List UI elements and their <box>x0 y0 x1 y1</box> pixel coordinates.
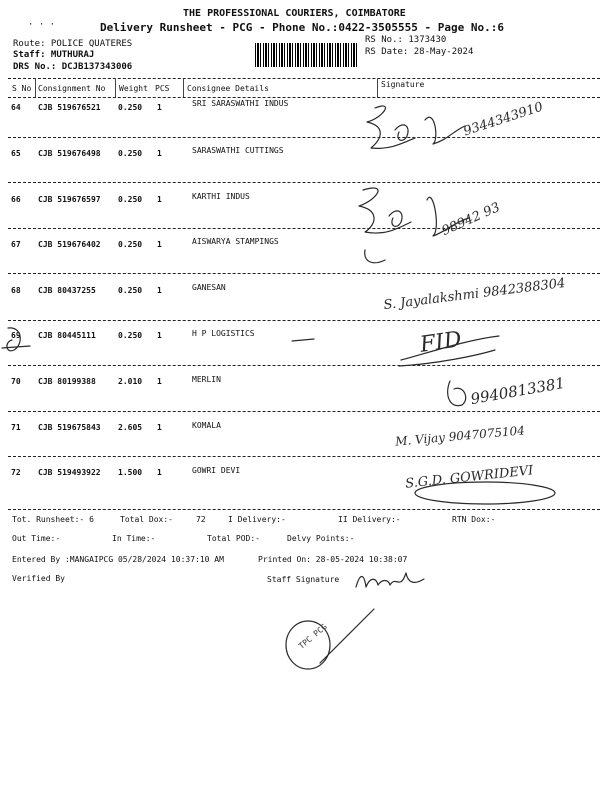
row-pcs: 1 <box>157 286 162 295</box>
printed-on: Printed On: 28-05-2024 10:38:07 <box>258 555 408 564</box>
ii-delivery: II Delivery:- <box>338 515 401 524</box>
row-consignee: GOWRI DEVI <box>192 466 241 475</box>
i-delivery: I Delivery:- <box>228 515 286 524</box>
row-consignee: KOMALA <box>192 421 221 430</box>
staff-label: Staff: MUTHURAJ <box>13 50 95 60</box>
row-sno: 69 <box>11 331 21 340</box>
handwritten-phone: 9940813381 <box>469 373 567 409</box>
row-consignee: SRI SARASWATHI INDUS <box>192 99 289 108</box>
rtn-dox: RTN Dox:- <box>452 515 496 524</box>
rs-number <box>365 35 446 45</box>
handwritten-name: S.G.D. GOWRIDEVI <box>404 463 535 492</box>
row-consignee: KARTHI INDUS <box>192 192 250 201</box>
col-header-weight: Weight <box>119 84 148 93</box>
row-pcs: 1 <box>157 468 162 477</box>
row-sno: 65 <box>11 149 21 158</box>
header-dots: · · · <box>28 20 56 30</box>
divider <box>8 509 600 510</box>
row-consignment: CJB 519493922 <box>38 468 101 477</box>
staff-signature <box>350 565 430 595</box>
col-header-sno: S No <box>12 84 32 93</box>
row-pcs: 1 <box>157 331 162 340</box>
margin-mark <box>0 320 40 370</box>
row-weight: 0.250 <box>118 103 143 112</box>
col-header-pcs: PCS <box>155 84 170 93</box>
row-weight: 2.605 <box>118 423 143 432</box>
route-label: Route: POLICE QUATERES <box>13 39 133 49</box>
barcode <box>255 43 359 67</box>
row-weight: 0.250 <box>118 286 143 295</box>
total-pod: Total POD:- <box>207 534 260 543</box>
in-time: In Time:- <box>112 534 156 543</box>
handwritten-phone: 98942 93 <box>439 200 503 239</box>
row-consignee: MERLIN <box>192 375 221 384</box>
row-sno: 71 <box>11 423 21 432</box>
row-pcs: 1 <box>157 240 162 249</box>
row-consignment: CJB 519676498 <box>38 149 101 158</box>
divider <box>8 228 600 229</box>
row-pcs: 1 <box>157 103 162 112</box>
divider <box>8 97 600 98</box>
row-weight: 0.250 <box>118 195 143 204</box>
stamp-text: TPC PCG <box>297 622 329 651</box>
margin-mark <box>290 335 320 345</box>
row-weight: 0.250 <box>118 240 143 249</box>
row-sno: 64 <box>11 103 21 112</box>
divider <box>8 456 600 457</box>
row-pcs: 1 <box>157 377 162 386</box>
handwritten-name-phone: S. Jayalakshmi 9842388304 <box>382 275 567 314</box>
fid-scribble <box>395 330 505 370</box>
row-pcs: 1 <box>157 423 162 432</box>
row-consignee: AISWARYA STAMPINGS <box>192 237 279 246</box>
rs-number-value: 1373430 <box>408 35 447 45</box>
divider <box>8 365 600 366</box>
divider <box>8 182 600 183</box>
row-weight: 0.250 <box>118 149 143 158</box>
company-name: THE PROFESSIONAL COURIERS, COIMBATORE <box>183 8 406 19</box>
rs-date: RS Date: 28-May-2024 <box>365 47 474 57</box>
entered-by: Entered By :MANGAIPCG 05/28/2024 10:37:10 AM <box>12 555 224 564</box>
divider <box>8 137 600 138</box>
row-sno: 67 <box>11 240 21 249</box>
handwritten-name-phone: M. Vijay 9047075104 <box>394 423 526 449</box>
name-scribble <box>410 478 560 508</box>
row-consignment: CJB 80437255 <box>38 286 96 295</box>
total-dox-label: Total Dox:- <box>120 515 173 524</box>
row-consignment: CJB 80445111 <box>38 331 96 340</box>
handwritten-fid: FID <box>418 327 464 358</box>
divider <box>35 78 36 98</box>
row-consignment: CJB 519676402 <box>38 240 101 249</box>
row-pcs: 1 <box>157 195 162 204</box>
page-title: Delivery Runsheet - PCG - Phone No.:0422-3505555 - Page No.:6 <box>100 21 504 34</box>
staff-signature-label: Staff Signature <box>267 575 340 584</box>
col-header-consignment: Consignment No <box>38 84 106 93</box>
row-weight: 1.500 <box>118 468 143 477</box>
handwritten-phone: 9344343910 <box>461 99 546 140</box>
row-consignment: CJB 80199388 <box>38 377 96 386</box>
row-consignment: CJB 519675843 <box>38 423 101 432</box>
row-sno: 68 <box>11 286 21 295</box>
col-header-consignee: Consignee Details <box>187 84 269 93</box>
row-consignee: GANESAN <box>192 283 226 292</box>
row-consignment: CJB 519676521 <box>38 103 101 112</box>
row-sno: 66 <box>11 195 21 204</box>
row-weight: 0.250 <box>118 331 143 340</box>
delvy-points: Delvy Points:- <box>287 534 355 543</box>
total-dox-value: 72 <box>196 515 206 524</box>
drs-number: DRS No.: DCJB137343006 <box>13 62 133 72</box>
row-consignment: CJB 519676597 <box>38 195 101 204</box>
row-sno: 72 <box>11 468 21 477</box>
divider <box>183 78 184 98</box>
divider <box>8 320 600 321</box>
row-consignee: H P LOGISTICS <box>192 329 255 338</box>
divider <box>8 411 600 412</box>
company-stamp <box>270 605 390 675</box>
col-header-signature: Signature <box>381 80 425 89</box>
row-consignee: SARASWATHI CUTTINGS <box>192 146 284 155</box>
divider <box>8 78 600 79</box>
divider <box>377 78 378 98</box>
row-sno: 70 <box>11 377 21 386</box>
row-weight: 2.010 <box>118 377 143 386</box>
divider <box>115 78 116 98</box>
out-time: Out Time:- <box>12 534 61 543</box>
rs-number-label: RS No.: <box>365 35 403 45</box>
verified-by: Verified By <box>12 574 65 583</box>
total-runsheet: Tot. Runsheet:- 6 <box>12 515 94 524</box>
divider <box>8 273 600 274</box>
row-pcs: 1 <box>157 149 162 158</box>
